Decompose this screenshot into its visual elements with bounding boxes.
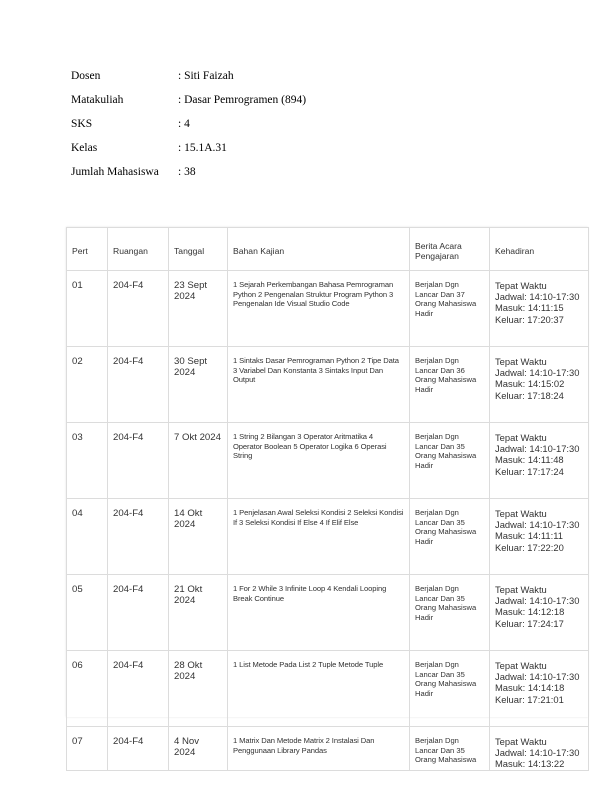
cell-bahan-kajian: 1 String 2 Bilangan 3 Operator Aritmatika 4 Operator Boolean 5 Operator Logika 6 Operasi String (228, 423, 410, 499)
cell-bahan-kajian: 1 Matrix Dan Metode Matrix 2 Instalasi Dan Penggunaan Library Pandas (228, 727, 410, 771)
cell-berita-acara: Berjalan Dgn Lancar Dan 35 Orang Mahasiswa Hadir (410, 575, 490, 651)
header-ruangan: Ruangan (108, 228, 169, 271)
kehadiran-keluar: Keluar: 17:22:20 (495, 541, 564, 553)
table-row (67, 347, 589, 423)
cell-ruangan: 204-F4 (108, 727, 169, 771)
header-tanggal: Tanggal (169, 228, 228, 271)
kehadiran-status: Tepat Waktu (495, 356, 547, 367)
cell-berita-acara: Berjalan Dgn Lancar Dan 35 Orang Mahasiswa Hadir (410, 651, 490, 727)
cell-pert: 05 (67, 575, 108, 651)
cell-ruangan: 204-F4 (108, 347, 169, 423)
info-label: Matakuliah (71, 94, 124, 106)
cell-kehadiran (490, 575, 589, 651)
cell-ruangan: 204-F4 (108, 423, 169, 499)
kehadiran-keluar: Keluar: 17:24:17 (495, 617, 564, 629)
cell-berita-acara: Berjalan Dgn Lancar Dan 35 Orang Mahasiswa Hadir (410, 423, 490, 499)
kehadiran-jadwal: Jadwal: 14:10-17:30 (495, 671, 580, 683)
cell-pert: 04 (67, 499, 108, 575)
cell-berita-acara: Berjalan Dgn Lancar Dan 36 Orang Mahasiswa Hadir (410, 347, 490, 423)
cell-pert: 03 (67, 423, 108, 499)
table-row (67, 727, 589, 771)
kehadiran-masuk: Masuk: 14:11:11 (495, 530, 563, 542)
kehadiran-keluar: Keluar: 17:18:24 (495, 389, 564, 401)
table-row (67, 271, 589, 347)
kehadiran-masuk: Masuk: 14:11:15 (495, 302, 564, 314)
kehadiran-status: Tepat Waktu (495, 508, 547, 519)
kehadiran-jadwal: Jadwal: 14:10-17:30 (495, 367, 580, 379)
cell-tanggal: 23 Sept 2024 (169, 271, 228, 347)
header-pert: Pert (67, 228, 108, 271)
cell-berita-acara: Berjalan Dgn Lancar Dan 35 Orang Mahasiswa Hadir (410, 499, 490, 575)
cell-pert: 07 (67, 727, 108, 771)
header-berita-acara: Berita Acara Pengajaran (410, 228, 490, 271)
kehadiran-jadwal: Jadwal: 14:10-17:30 (495, 291, 580, 303)
info-label: SKS (71, 118, 93, 130)
cell-kehadiran (490, 423, 589, 499)
cell-berita-acara: Berjalan Dgn Lancar Dan 35 Orang Mahasiswa (410, 727, 490, 771)
cell-kehadiran (490, 347, 589, 423)
kehadiran-masuk: Masuk: 14:13:22 (495, 758, 565, 770)
cell-ruangan: 204-F4 (108, 651, 169, 727)
cell-tanggal: 14 Okt 2024 (169, 499, 228, 575)
info-label: Kelas (71, 142, 98, 154)
kehadiran-jadwal: Jadwal: 14:10-17:30 (495, 443, 580, 455)
kehadiran-jadwal: Jadwal: 14:10-17:30 (495, 595, 580, 607)
info-value: : Siti Faizah (178, 70, 234, 82)
cell-bahan-kajian: 1 Penjelasan Awal Seleksi Kondisi 2 Seleksi Kondisi If 3 Seleksi Kondisi If Else 4 If Elif Else (228, 499, 410, 575)
info-value: : 15.1A.31 (178, 142, 227, 154)
cell-tanggal: 30 Sept 2024 (169, 347, 228, 423)
cell-ruangan: 204-F4 (108, 575, 169, 651)
cell-bahan-kajian: 1 Sejarah Perkembangan Bahasa Pemrograman Python 2 Pengenalan Struktur Program Python 3 Pengenalan Ide Visual Studio Code (228, 271, 410, 347)
cell-bahan-kajian: 1 List Metode Pada List 2 Tuple Metode Tuple (228, 651, 410, 727)
info-value: : 4 (178, 118, 190, 130)
attendance-table (66, 227, 589, 771)
kehadiran-status: Tepat Waktu (495, 280, 547, 291)
kehadiran-jadwal: Jadwal: 14:10-17:30 (495, 519, 580, 531)
table-row (67, 575, 589, 651)
cell-kehadiran (490, 727, 589, 771)
header-kehadiran: Kehadiran (490, 228, 589, 271)
info-value: : 38 (178, 166, 196, 178)
kehadiran-jadwal: Jadwal: 14:10-17:30 (495, 747, 580, 759)
info-label: Dosen (71, 70, 101, 82)
cell-tanggal: 28 Okt 2024 (169, 651, 228, 727)
table-row (67, 423, 589, 499)
kehadiran-keluar: Keluar: 17:21:01 (495, 693, 564, 705)
kehadiran-masuk: Masuk: 14:11:48 (495, 454, 564, 466)
table-header-row (67, 228, 589, 271)
table-row (67, 499, 589, 575)
cell-pert: 06 (67, 651, 108, 727)
kehadiran-status: Tepat Waktu (495, 584, 547, 595)
table-row (67, 651, 589, 727)
cell-kehadiran (490, 651, 589, 727)
kehadiran-status: Tepat Waktu (495, 432, 547, 443)
kehadiran-status: Tepat Waktu (495, 736, 547, 747)
cell-bahan-kajian: 1 For 2 While 3 Infinite Loop 4 Kendali Looping Break Continue (228, 575, 410, 651)
cell-pert: 02 (67, 347, 108, 423)
cell-kehadiran (490, 499, 589, 575)
info-value: : Dasar Pemrogramen (894) (178, 94, 307, 106)
cell-bahan-kajian: 1 Sintaks Dasar Pemrograman Python 2 Tipe Data 3 Variabel Dan Konstanta 3 Sintaks Input Dan Output (228, 347, 410, 423)
header-bahan-kajian: Bahan Kajian (228, 228, 410, 271)
cell-ruangan: 204-F4 (108, 499, 169, 575)
cell-berita-acara: Berjalan Dgn Lancar Dan 37 Orang Mahasiswa Hadir (410, 271, 490, 347)
kehadiran-keluar: Keluar: 17:17:24 (495, 465, 564, 477)
kehadiran-masuk: Masuk: 14:14:18 (495, 682, 565, 694)
cell-ruangan: 204-F4 (108, 271, 169, 347)
cell-kehadiran (490, 271, 589, 347)
kehadiran-keluar: Keluar: 17:20:37 (495, 313, 564, 325)
cell-tanggal: 7 Okt 2024 (169, 423, 228, 499)
cell-tanggal: 21 Okt 2024 (169, 575, 228, 651)
kehadiran-masuk: Masuk: 14:15:02 (495, 378, 565, 390)
info-label: Jumlah Mahasiswa (71, 166, 159, 178)
cell-tanggal: 4 Nov 2024 (169, 727, 228, 771)
cell-pert: 01 (67, 271, 108, 347)
kehadiran-masuk: Masuk: 14:12:18 (495, 606, 565, 618)
kehadiran-status: Tepat Waktu (495, 660, 547, 671)
